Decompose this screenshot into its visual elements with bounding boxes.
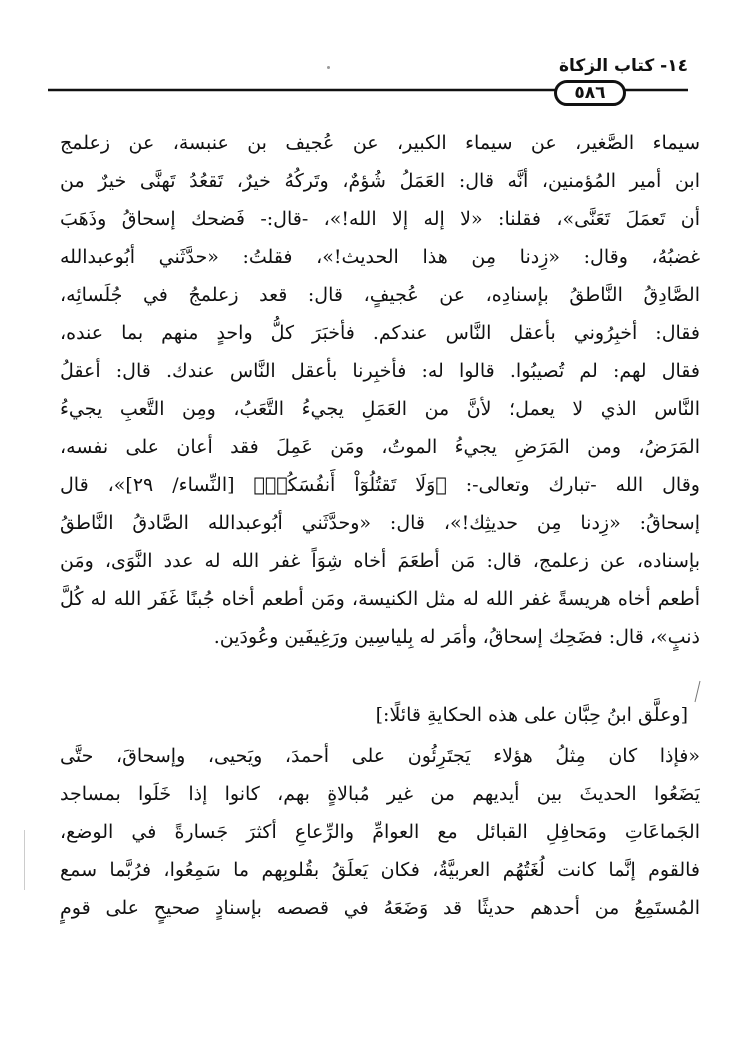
page-number: ٥٨٦ [554,80,626,106]
running-title: ١٤- كتاب الزكاة [558,56,688,76]
text-line: الصَّادِقُ النَّاطقُ بإسنادِه، عن عُجيفٍ، قال: قعد زعلمجُ في جُلَسائِه، [60,284,700,306]
text-line: بإسناده، عن زعلمج، قال: مَن أطعَمَ أخاه شِوَاً غفر الله له عدد النَّوَى، ومَن [60,550,700,572]
print-speck [327,66,330,69]
text-line: وقال الله -تبارك وتعالى-: ﴿وَلَا تَقتُلُوٓاْ أَنفُسَكُمۡ﴾ [النِّساء/ ٢٩]»، قال [60,474,700,496]
paragraph-2 [60,737,700,927]
text-line: المُستَمِعُ من أحدهم حديثًا قد وَضَعَهُ في قصصه بإسنادٍ صحيحٍ على قومٍ [60,897,700,919]
scan-edge-mark [24,830,25,890]
text-line: فقال لهم: لم تُصيبُوا. قالوا له: فأخبِرنا بأعقل النَّاس عندك. قال: أعقلُ [60,360,700,382]
text-line: فقال: أخبِرُوني بأعقل النَّاس عندكم. فأخبَرَ كلُّ واحدٍ منهم بما عنده، [60,322,700,344]
text-line: فالقوم إنَّما كانت لُغَتُهُم العربيَّةُ، فكان يَعلَقُ بقُلوبِهم ما سَمِعُوا، فرُبَّما سمع [60,859,700,881]
text-line: أن تَعمَلَ تَعَنَّى»، فقلنا: «لا إله إلا الله!»، -قال:- فَضحك إسحاقُ وذَهَبَ [60,208,700,230]
text-line: ذنبٍ»، قال: فضَحِك إسحاقُ، وأمَر له بِلياسِين ورَغِيفَين وعُودَين. [213,626,700,648]
paragraph-1 [60,124,700,656]
text-line: إسحاقُ: «زِدنا مِن حديثِك!»، قال: «وحدَّثَني أبُوعبدالله الصَّادقُ النَّاطقُ [60,512,700,534]
editor-note [60,696,700,734]
text-line: الجَماعَاتِ ومَحافِلِ القبائل مع العوامِّ والرِّعاعِ أكثرَ جَسارةً في الوضع، [60,821,700,843]
text-line: غضبُهُ، وقال: «زِدنا مِن هذا الحديث!»، فقلتُ: «حدَّثَني أبُوعبدالله [60,246,700,268]
text-line: «فإذا كان مِثلُ هؤلاء يَجتَرِئُون على أحمدَ، ويَحيى، وإسحاقَ، حتَّى [60,745,700,767]
text-line: أطعم أخاه هريسةً غفر الله له مثل الكنيسة، ومَن أطعم أخاه جُبنًا غَفَر الله له كُلَّ [60,588,700,610]
text-line: سيماء الصَّغير، عن سيماء الكبير، عن عُجيف بن عنبسة، عن زعلمج [60,132,700,154]
editor-note-text: [وعلَّق ابنُ حِبَّان على هذه الحكايةِ قائلًا:] [375,704,688,726]
text-line: المَرَضُ، ومن المَرَضِ يجيءُ الموتُ، ومَن عَمِلَ فقد أعان على نفسه، [60,436,700,458]
text-line: يَضَعُوا الحديثَ بين أيديهم من غير مُبالاةٍ بهم، كانوا إذا خَلَوا بمساجد [60,783,700,805]
text-line: ابن أمير المُؤمنين، أنَّه قال: العَمَلُ شُؤمٌ، وتَركُهُ خيرٌ، تَقعُدُ تَهنَّى خيرٌ من [60,170,700,192]
text-line: النَّاس الذي لا يعمل؛ لأنَّ من العَمَلِ يجيءُ التَّعَبُ، ومِن التَّعبِ يجيءُ [60,398,700,420]
